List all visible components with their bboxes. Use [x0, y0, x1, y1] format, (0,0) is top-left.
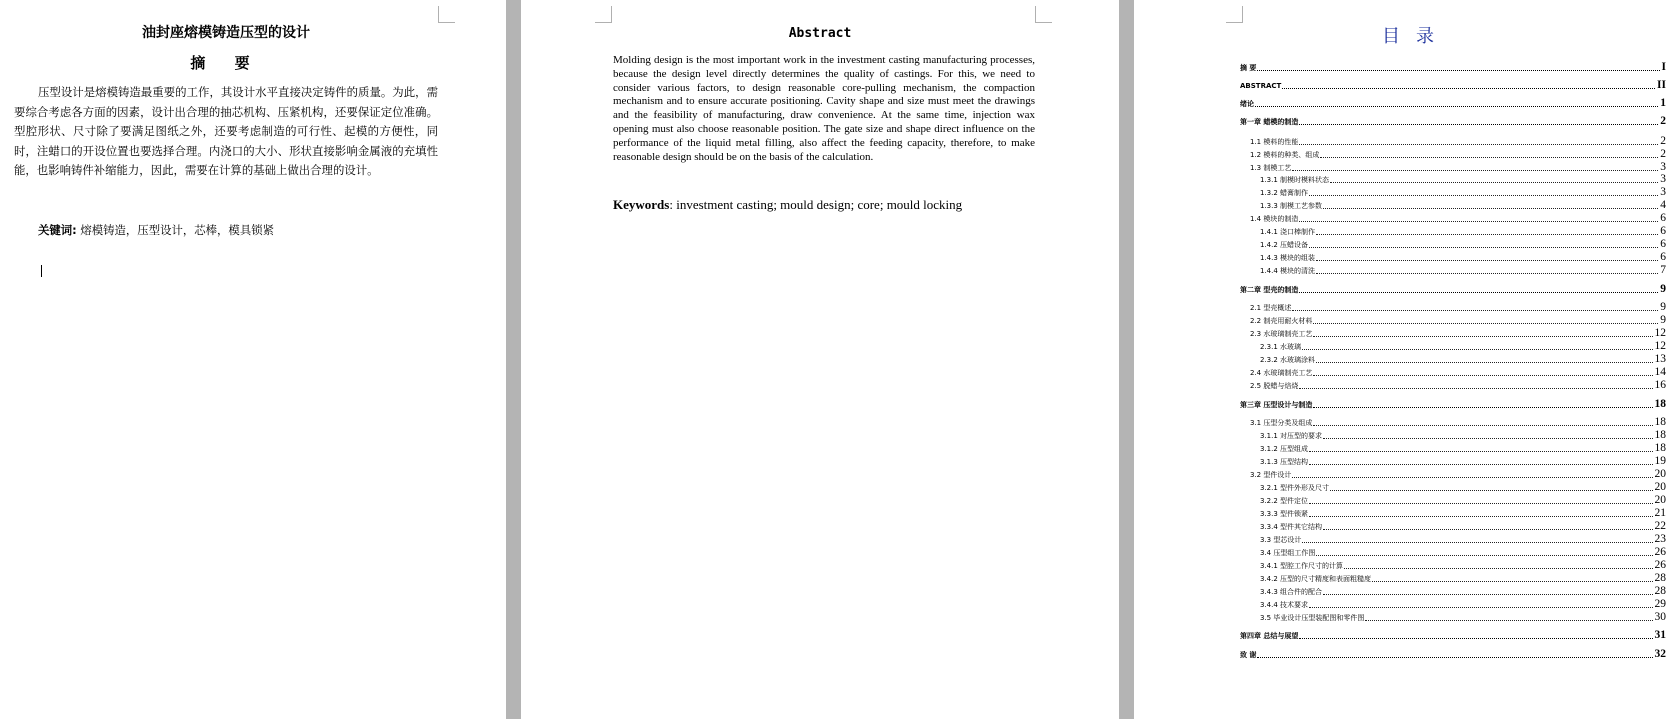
- toc-entry-page: 29: [1654, 598, 1666, 610]
- toc-entry[interactable]: [1260, 506, 1666, 519]
- toc-leader-dots: [1309, 450, 1652, 452]
- toc-entry[interactable]: [1260, 597, 1666, 610]
- toc-entry-label: 3.4 压型组工作图: [1260, 549, 1316, 557]
- toc-leader-dots: [1309, 463, 1652, 465]
- toc-entry-page: 32: [1654, 648, 1666, 660]
- toc-entry[interactable]: [1250, 467, 1666, 480]
- keywords-line-en[interactable]: [613, 197, 962, 213]
- toc-entry-page: 26: [1654, 546, 1666, 558]
- toc-entry-label: 摘 要: [1240, 64, 1257, 72]
- corner-mark: [438, 6, 455, 23]
- toc-entry-page: 18: [1654, 416, 1666, 428]
- toc-entry-page: 2: [1660, 148, 1666, 160]
- toc-entry-page: 20: [1654, 468, 1666, 480]
- toc-entry[interactable]: [1260, 545, 1666, 558]
- toc-entry[interactable]: [1250, 211, 1666, 224]
- toc-entry-label: 3.1.3 压型结构: [1260, 458, 1309, 466]
- toc-leader-dots: [1302, 348, 1652, 350]
- toc-leader-dots: [1323, 593, 1652, 595]
- toc-entry-page: 7: [1660, 264, 1666, 276]
- toc-entry-page: 4: [1660, 199, 1666, 211]
- toc-entry-page: 6: [1660, 251, 1666, 263]
- toc-entry-page: 14: [1654, 366, 1666, 378]
- toc-entry[interactable]: [1260, 172, 1666, 185]
- toc-leader-dots: [1309, 515, 1652, 517]
- toc-leader-dots: [1309, 194, 1658, 196]
- toc-entry-label: 1.3.3 制模工艺参数: [1260, 202, 1323, 210]
- toc-entry-label: 3.4.1 型腔工作尺寸的计算: [1260, 562, 1344, 570]
- toc-entry[interactable]: [1240, 60, 1666, 73]
- toc-entry-page: 20: [1654, 494, 1666, 506]
- toc-entry-label: 1.2 模料的种类、组成: [1250, 151, 1320, 159]
- toc-leader-dots: [1299, 123, 1658, 125]
- text-cursor: [41, 265, 42, 277]
- toc-entry[interactable]: [1250, 415, 1666, 428]
- keywords-label-en: Keywords: [613, 197, 670, 212]
- page-table-of-contents: [1134, 0, 1680, 719]
- toc-entry-label: 3.3.4 型件其它结构: [1260, 523, 1323, 531]
- toc-entry[interactable]: [1260, 224, 1666, 237]
- toc-leader-dots: [1372, 580, 1652, 582]
- toc-leader-dots: [1255, 105, 1658, 107]
- toc-entry-page: 19: [1654, 455, 1666, 467]
- toc-entry-page: 2: [1660, 115, 1666, 127]
- toc-entry-page: 9: [1660, 314, 1666, 326]
- toc-entry-page: 3: [1660, 186, 1666, 198]
- toc-entry-page: 26: [1654, 559, 1666, 571]
- page-english-abstract: [521, 0, 1119, 719]
- toc-entry[interactable]: [1260, 198, 1666, 211]
- toc-entry-label: 2.4 水玻璃制壳工艺: [1250, 369, 1313, 377]
- toc-entry-label: 3.5 毕业设计压型装配图和零件图: [1260, 614, 1365, 622]
- toc-leader-dots: [1316, 361, 1652, 363]
- toc-entry-page: 21: [1654, 507, 1666, 519]
- toc-entry-page: 28: [1654, 585, 1666, 597]
- toc-entry-label: 第二章 型壳的制造: [1240, 286, 1299, 294]
- toc-leader-dots: [1316, 233, 1658, 235]
- toc-leader-dots: [1320, 156, 1658, 158]
- toc-leader-dots: [1316, 554, 1652, 556]
- toc-entry[interactable]: [1260, 237, 1666, 250]
- toc-leader-dots: [1313, 335, 1652, 337]
- keywords-text-en: : investment casting; mould design; core; mould locking: [669, 197, 963, 212]
- toc-entry[interactable]: [1260, 454, 1666, 467]
- toc-leader-dots: [1299, 291, 1658, 293]
- toc-entry-page: 18: [1654, 398, 1666, 410]
- toc-leader-dots: [1292, 169, 1658, 171]
- toc-leader-dots: [1323, 528, 1652, 530]
- toc-entry-label: 1.4.3 模块的组装: [1260, 254, 1316, 262]
- toc-entry[interactable]: [1240, 647, 1666, 660]
- document-title: 油封座熔模铸造压型的设计: [142, 25, 310, 41]
- toc-entry[interactable]: [1260, 263, 1666, 276]
- toc-leader-dots: [1330, 489, 1652, 491]
- toc-entry[interactable]: [1240, 114, 1666, 127]
- toc-entry[interactable]: [1260, 428, 1666, 441]
- toc-leader-dots: [1292, 309, 1658, 311]
- toc-entry-label: 2.3 水玻璃制壳工艺: [1250, 330, 1313, 338]
- toc-entry-label: 3.2.1 型件外形及尺寸: [1260, 484, 1330, 492]
- toc-leader-dots: [1309, 606, 1652, 608]
- toc-entry-label: 2.3.2 水玻璃涂料: [1260, 356, 1316, 364]
- abstract-body-en[interactable]: Molding design is the most important work in the investment casting manufacturing processes, because the design level directly determines the quality of castings. For this, we need to consider various factors, to design reasonable core-pulling mechanism, the compaction mechanism and to ensure accurate positioning. Cavity shape and size must meet the drawings and the feasibility of manufacturing, draw convenience. At the same time, injection wax opening must also choose reasonable position. The gate size and shape direct influence on the performance of the liquid metal filling, also affect the feeding capacity, therefore, to make reasonable design should be on the basis of the calculation.: [613, 54, 1035, 163]
- toc-entry-page: 9: [1660, 301, 1666, 313]
- toc-entry[interactable]: [1250, 326, 1666, 339]
- keywords-line[interactable]: [38, 222, 274, 238]
- toc-entry-page: 1: [1660, 97, 1666, 109]
- toc-entry-page: 28: [1654, 572, 1666, 584]
- toc-entry-label: 3.4.2 压型的尺寸精度和表面粗糙度: [1260, 575, 1372, 583]
- toc-entry-label: 3.2 型件设计: [1250, 471, 1292, 479]
- toc-entry[interactable]: [1260, 441, 1666, 454]
- toc-entry-page: 22: [1654, 520, 1666, 532]
- corner-mark: [595, 6, 612, 23]
- toc-entry[interactable]: [1240, 78, 1666, 91]
- toc-leader-dots: [1365, 619, 1652, 621]
- toc-leader-dots: [1309, 502, 1652, 504]
- toc-entry[interactable]: [1250, 313, 1666, 326]
- toc-entry-page: 18: [1654, 442, 1666, 454]
- keywords-text: 熔模铸造，压型设计，芯棒，模具锁紧: [76, 223, 274, 237]
- toc-leader-dots: [1299, 387, 1652, 389]
- toc-entry-page: 16: [1654, 379, 1666, 391]
- toc-entry-label: 3.1 压型分类及组成: [1250, 419, 1313, 427]
- toc-entry[interactable]: [1260, 250, 1666, 263]
- toc-entry-label: 1.3.1 制模时模料状态: [1260, 176, 1330, 184]
- page-gap: [1119, 0, 1134, 719]
- toc-leader-dots: [1257, 69, 1659, 71]
- toc-entry[interactable]: [1260, 519, 1666, 532]
- toc-entry-label: ABSTRACT: [1240, 82, 1282, 90]
- abstract-body[interactable]: 压型设计是熔模铸造最重要的工作，其设计水平直接决定铸件的质量。为此，需要综合考虑各方面的因素，设计出合理的抽芯机构、压紧机构，还要保证定位准确。型腔形状、尺寸除了要满足图纸之外，还要考虑制造的可行性、起模的方便性，同时，注蜡口的开设位置也要选择合理。内浇口的大小、形状直接影响金属液的充填性能，也影响铸件补缩能力，因此，需要在计算的基础上做出合理的设计。: [14, 85, 438, 177]
- toc-leader-dots: [1299, 220, 1658, 222]
- abstract-heading: 摘 要: [190, 54, 262, 72]
- toc-entry-page: 3: [1660, 161, 1666, 173]
- toc-entry-page: 12: [1654, 340, 1666, 352]
- toc-entry-label: 1.4 模块的制造: [1250, 215, 1299, 223]
- toc-entry-page: 3: [1660, 173, 1666, 185]
- toc-entry-page: 12: [1654, 327, 1666, 339]
- toc-entry-label: 2.5 脱蜡与焙烧: [1250, 382, 1299, 390]
- toc-entry-page: 6: [1660, 225, 1666, 237]
- toc-entry-page: 30: [1654, 611, 1666, 623]
- toc-leader-dots: [1299, 637, 1652, 639]
- toc-entry-page: 13: [1654, 353, 1666, 365]
- toc-leader-dots: [1282, 87, 1655, 89]
- toc-entry-page: 6: [1660, 212, 1666, 224]
- toc-leader-dots: [1344, 567, 1652, 569]
- toc-entry-label: 3.3.3 型件锁紧: [1260, 510, 1309, 518]
- toc-leader-dots: [1316, 272, 1658, 274]
- toc-entry-page: 2: [1660, 135, 1666, 147]
- toc-entry-label: 2.3.1 水玻璃: [1260, 343, 1302, 351]
- corner-mark: [1226, 6, 1243, 23]
- toc-leader-dots: [1323, 207, 1658, 209]
- toc-entry-label: 3.2.2 型件定位: [1260, 497, 1309, 505]
- toc-leader-dots: [1309, 246, 1658, 248]
- toc-entry[interactable]: [1260, 185, 1666, 198]
- corner-mark: [1035, 6, 1052, 23]
- toc-entry-label: 1.1 模料的性能: [1250, 138, 1299, 146]
- toc-entry-label: 2.2 制壳用耐火材料: [1250, 317, 1313, 325]
- page-gap: [506, 0, 521, 719]
- toc-entry-label: 第一章 蜡模的制造: [1240, 118, 1299, 126]
- toc-entry[interactable]: [1260, 571, 1666, 584]
- page-chinese-abstract: [0, 0, 506, 719]
- toc-entry-page: 9: [1660, 283, 1666, 295]
- toc-entry-page: 6: [1660, 238, 1666, 250]
- toc-entry-page: 20: [1654, 481, 1666, 493]
- toc-entry-label: 第三章 压型设计与制造: [1240, 401, 1313, 409]
- toc-entry-label: 3.4.3 组合件的配合: [1260, 588, 1323, 596]
- abstract-heading-en: Abstract: [788, 26, 852, 41]
- toc-leader-dots: [1330, 181, 1658, 183]
- toc-entry[interactable]: [1250, 134, 1666, 147]
- toc-entry-label: 3.1.2 压型组成: [1260, 445, 1309, 453]
- toc-entry-label: 3.3 型芯设计: [1260, 536, 1302, 544]
- toc-entry[interactable]: [1260, 480, 1666, 493]
- toc-entry-label: 第四章 总结与展望: [1240, 632, 1299, 640]
- toc-entry[interactable]: [1260, 352, 1666, 365]
- toc-entry-page: 18: [1654, 429, 1666, 441]
- toc-entry[interactable]: [1260, 584, 1666, 597]
- toc-title: 目录: [1382, 26, 1450, 47]
- toc-entry-page: I: [1661, 61, 1666, 73]
- toc-leader-dots: [1313, 374, 1652, 376]
- toc-entry[interactable]: [1240, 397, 1666, 410]
- toc-entry[interactable]: [1250, 378, 1666, 391]
- keywords-label: 关键词:: [38, 223, 77, 237]
- toc-entry[interactable]: [1260, 610, 1666, 623]
- toc-entry-label: 1.4.4 模块的清洗: [1260, 267, 1316, 275]
- toc-leader-dots: [1313, 424, 1652, 426]
- toc-entry-label: 1.3 制模工艺: [1250, 164, 1292, 172]
- toc-entry[interactable]: [1260, 339, 1666, 352]
- toc-entry-label: 2.1 型壳概述: [1250, 304, 1292, 312]
- toc-entry-page: 31: [1654, 629, 1666, 641]
- toc-entry[interactable]: [1250, 147, 1666, 160]
- toc-leader-dots: [1257, 656, 1652, 658]
- toc-entry-label: 3.4.4 技术要求: [1260, 601, 1309, 609]
- toc-entry-label: 3.1.1 对压型的要求: [1260, 432, 1323, 440]
- toc-entry[interactable]: [1250, 365, 1666, 378]
- toc-leader-dots: [1313, 406, 1652, 408]
- toc-entry-label: 1.4.1 浇口棒制作: [1260, 228, 1316, 236]
- toc-leader-dots: [1302, 541, 1652, 543]
- toc-entry-label: 致 谢: [1240, 651, 1257, 659]
- toc-entry[interactable]: [1260, 558, 1666, 571]
- toc-entry[interactable]: [1240, 282, 1666, 295]
- toc-entry[interactable]: [1260, 493, 1666, 506]
- toc-entry-label: 1.4.2 压蜡设备: [1260, 241, 1309, 249]
- toc-leader-dots: [1299, 143, 1658, 145]
- toc-entry-label: 1.3.2 蜡膏制作: [1260, 189, 1309, 197]
- toc-leader-dots: [1313, 322, 1658, 324]
- toc-leader-dots: [1323, 437, 1652, 439]
- toc-entry-label: 绪论: [1240, 100, 1254, 108]
- toc-entry-page: II: [1657, 79, 1666, 91]
- toc-entry[interactable]: [1240, 96, 1666, 109]
- toc-entry-page: 23: [1654, 533, 1666, 545]
- toc-entry[interactable]: [1260, 532, 1666, 545]
- toc-entry[interactable]: [1240, 628, 1666, 641]
- toc-leader-dots: [1316, 259, 1658, 261]
- toc-leader-dots: [1292, 476, 1652, 478]
- toc-entry[interactable]: [1250, 300, 1666, 313]
